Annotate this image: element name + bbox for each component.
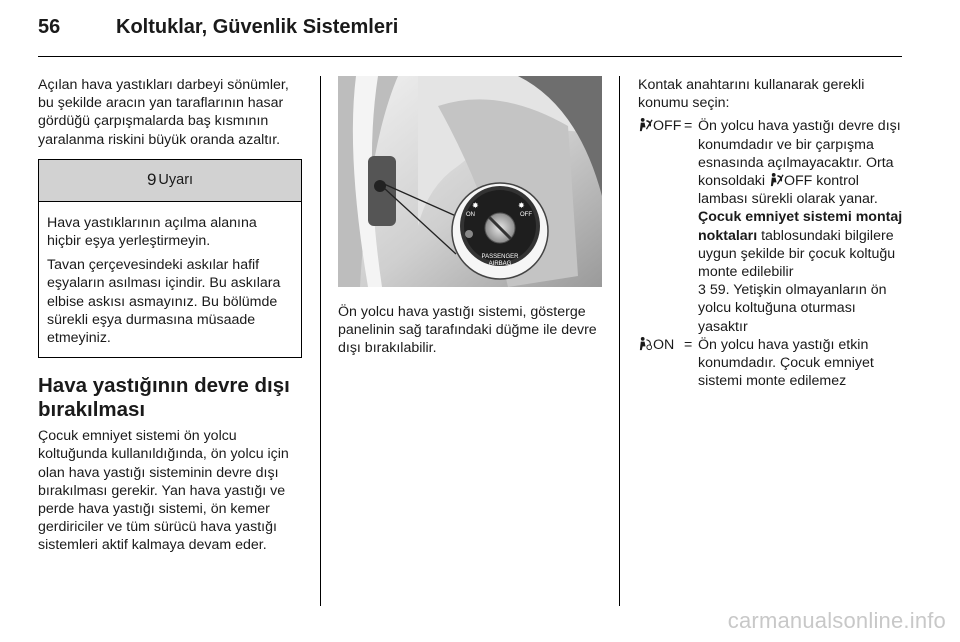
column-divider-2	[619, 76, 620, 606]
on-equals: =	[684, 336, 693, 353]
off-description-lamp-text: OFF kontrol lambası sürekli olarak yanar.	[698, 173, 878, 208]
watermark: carmanualsonline.info	[727, 608, 946, 633]
chapter-title: Koltuklar, Güvenlik Sistemleri	[116, 16, 399, 38]
off-description	[698, 117, 904, 335]
page-header	[38, 16, 398, 39]
airbag-switch-illustration	[338, 76, 602, 287]
warning-title: Uyarı	[158, 172, 194, 189]
column-2	[338, 76, 602, 358]
svg-text:✸: ✸	[518, 201, 525, 210]
on-description: Ön yolcu hava yastığı etkin konumdadır. Çocuk emniyet sistemi monte edilemez	[698, 336, 874, 390]
warning-paragraph-2: Tavan çerçevesindeki askılar hafif eşyaların asılması içindir. Bu askılara elbise askısı asmayınız. Bu bölümde sürekli eşya durmasına müsaade etmeyiniz.	[47, 257, 281, 347]
definition-on	[638, 336, 904, 391]
instruction-paragraph: Kontak anahtarını kullanarak gerekli konumu seçin:	[638, 77, 865, 112]
photo-passenger-label: PASSENGER	[481, 254, 519, 260]
warning-box	[38, 159, 302, 358]
off-description-text-1: Ön yolcu hava yastığı devre dışı konumdadır ve bir çarpışma esnasında açılmayacaktır. Orta konsoldaki	[698, 118, 901, 190]
warning-icon: 9	[146, 170, 157, 190]
off-term	[638, 117, 684, 335]
header-divider	[38, 56, 902, 57]
intro-paragraph: Açılan hava yastıkları darbeyi sönümler, bu şekilde aracın yan taraflarının hasar gördüğü çarpışmalarda baş kısmının yaralanma riskini büyük oranda azaltır.	[38, 77, 289, 148]
on-term	[638, 336, 684, 391]
on-term-label: ON	[653, 336, 675, 353]
photo-on-label: ON	[466, 212, 475, 218]
warning-paragraph-1: Hava yastıklarının açılma alanına hiçbir eşya yerleştirmeyin.	[47, 214, 257, 250]
svg-text:✸: ✸	[472, 201, 479, 210]
photo-airbag-label: AIRBAG	[488, 261, 512, 267]
off-term-label: OFF	[653, 118, 682, 135]
off-description-text-2: tablosundaki bilgilere uygun şekilde bir çocuk koltuğu monte edilebilir	[698, 227, 896, 281]
child-restraint-reference: Çocuk emniyet sistemi montaj noktaları	[698, 209, 903, 244]
warning-header	[39, 160, 301, 202]
page-reference: 3 59. Yetişkin olmayanların ön yolcu koltuğuna oturması yasaktır	[698, 282, 887, 335]
off-equals: =	[684, 118, 693, 135]
airbag-off-icon	[638, 117, 653, 132]
column-3	[638, 76, 904, 390]
column-1	[38, 76, 302, 555]
warning-body	[39, 202, 301, 357]
airbag-switch-photo	[338, 76, 602, 287]
airbag-on-icon	[638, 336, 653, 351]
definition-off	[638, 117, 904, 335]
photo-off-label: OFF	[520, 212, 532, 218]
page-number: 56	[38, 16, 61, 38]
section-heading: Hava yastığının devre dışı bırakılması	[38, 374, 290, 422]
section-body: Çocuk emniyet sistemi ön yolcu koltuğunda kullanıldığında, ön yolcu için olan hava yastığı sisteminin devre dışı bırakılması gerekir. Yan hava yastığı ve perde hava yastığı sistemi, ön kemer gerdiriciler ve tüm sürücü hava yastığı sistemleri aktif kalmaya devam eder.	[38, 428, 289, 554]
column-divider-1	[320, 76, 321, 606]
photo-caption: Ön yolcu hava yastığı sistemi, gösterge panelinin sağ tarafındaki düğme ile devre dışı bırakılabilir.	[338, 304, 597, 357]
airbag-off-lamp-icon	[769, 172, 784, 187]
